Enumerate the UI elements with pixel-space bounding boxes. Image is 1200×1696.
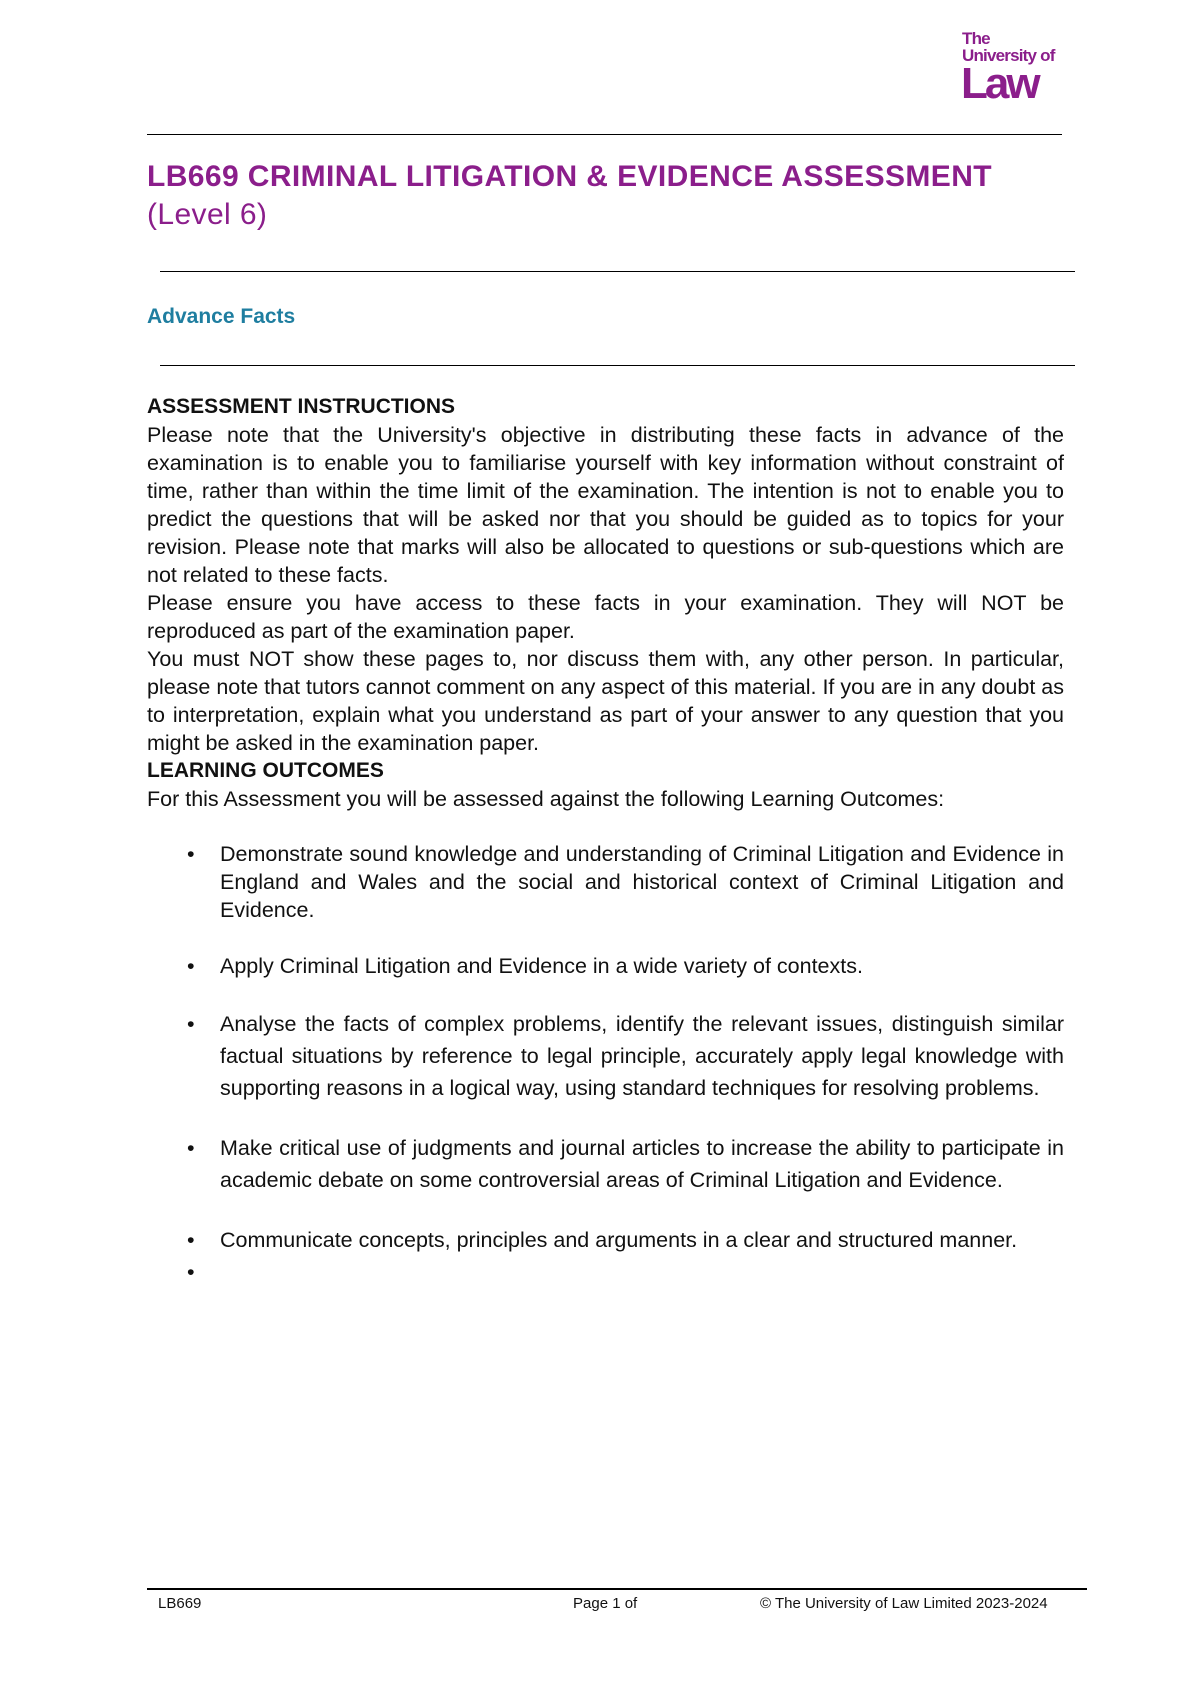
bullet-icon: • xyxy=(187,1260,195,1284)
empty-list-item xyxy=(147,1258,1064,1286)
list-item xyxy=(147,952,1064,980)
instructions-heading: ASSESSMENT INSTRUCTIONS xyxy=(147,395,456,418)
list-item-text: Make critical use of judgments and journal articles to increase the ability to participate in academic debate on some controversial areas of Criminal Litigation and Evidence. xyxy=(220,1136,1064,1192)
list-item-text: Analyse the facts of complex problems, identify the relevant issues, distinguish similar factual situations by reference to legal principle, accurately apply legal knowledge with supporting reasons in a logical way, using standard techniques for resolving problems. xyxy=(220,1012,1064,1100)
bullet-icon: • xyxy=(187,1228,195,1252)
bullet-icon: • xyxy=(187,954,195,978)
section-label: Advance Facts xyxy=(147,305,296,328)
bullet-icon: • xyxy=(187,1012,195,1036)
footer-page-number: Page 1 of xyxy=(573,1595,638,1612)
list-item-text: Communicate concepts, principles and arguments in a clear and structured manner. xyxy=(220,1228,1018,1252)
bullet-icon: • xyxy=(187,842,195,866)
logo-line-law: Law xyxy=(961,59,1038,108)
logo-line-the: The xyxy=(962,29,990,48)
footer-divider xyxy=(147,1588,1087,1590)
outcomes-intro: For this Assessment you will be assessed against the following Learning Outcomes: xyxy=(147,787,945,811)
list-item xyxy=(147,1224,1064,1256)
title-divider xyxy=(160,271,1075,272)
title-main: LB669 CRIMINAL LITIGATION & EVIDENCE ASSESSMENT xyxy=(147,160,993,193)
outcomes-heading: LEARNING OUTCOMES xyxy=(147,759,384,782)
logo-line-university-of: University of xyxy=(962,46,1055,65)
footer-copyright: © The University of Law Limited 2023-2024 xyxy=(760,1595,1048,1612)
footer-course-code: LB669 xyxy=(158,1595,202,1612)
list-item xyxy=(147,1008,1064,1104)
bullet-icon: • xyxy=(187,1136,195,1160)
document-title xyxy=(147,158,1077,234)
list-item-text: Apply Criminal Litigation and Evidence in a wide variety of contexts. xyxy=(220,954,863,978)
list-item xyxy=(147,1132,1064,1196)
instructions-paragraph: You must NOT show these pages to, nor discuss them with, any other person. In particular, please note that tutors cannot comment on any aspect of this material. If you are in any doubt as to interpretation, explain what you understand as part of your answer to any question that you might be asked in the examination paper. xyxy=(147,647,1064,755)
instructions-paragraph: Please ensure you have access to these facts in your examination. They will NOT be reproduced as part of the examination paper. xyxy=(147,591,1064,643)
section-divider xyxy=(160,365,1075,366)
title-level: (Level 6) xyxy=(147,198,268,231)
university-logo xyxy=(961,29,1062,108)
list-item xyxy=(147,840,1064,924)
instructions-paragraph: Please note that the University's objective in distributing these facts in advance of the examination is to enable you to familiarise yourself with key information without constraint of time, rather than within the time limit of the examination. The intention is not to enable you to predict the questions that will be asked nor that you should be guided as to topics for your revision. Please note that marks will also be allocated to questions or sub-questions which are not related to these facts. xyxy=(147,423,1064,587)
header-divider xyxy=(147,134,1062,135)
document-body xyxy=(147,393,1064,1286)
list-item-text: Demonstrate sound knowledge and understanding of Criminal Litigation and Evidence in England and Wales and the social and historical context of Criminal Litigation and Evidence. xyxy=(220,842,1064,922)
outcomes-list xyxy=(147,840,1064,1286)
